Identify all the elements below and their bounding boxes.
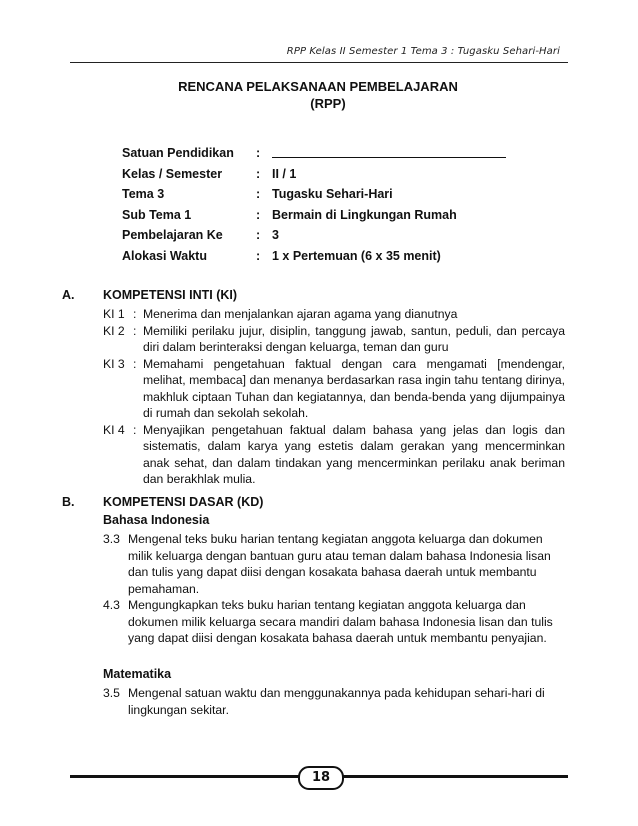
identity-row-pembelajaran xyxy=(122,228,506,249)
identity-value: 3 xyxy=(272,228,279,243)
kd-list-bahasa xyxy=(103,531,563,647)
identity-row-kelas xyxy=(122,167,506,188)
section-b-heading xyxy=(62,495,562,509)
ki-list xyxy=(103,306,565,488)
section-letter: A. xyxy=(62,288,75,302)
identity-row-subtema xyxy=(122,208,506,229)
ki-colon: : xyxy=(133,323,137,338)
identity-label: Kelas / Semester xyxy=(122,166,223,181)
section-title: KOMPETENSI INTI (KI) xyxy=(103,288,238,302)
ki-number: KI 2 xyxy=(103,323,125,338)
identity-label: Pembelajaran Ke xyxy=(122,228,223,243)
identity-colon: : xyxy=(256,146,261,160)
running-header: RPP Kelas II Semester 1 Tema 3 : Tugasku Sehari-Hari xyxy=(286,46,560,57)
title-line-1: RENCANA PELAKSANAAN PEMBELAJARAN xyxy=(178,79,458,94)
section-letter: B. xyxy=(62,495,75,509)
header-rule xyxy=(70,62,568,63)
ki-number: KI 4 xyxy=(103,422,125,437)
ki-colon: : xyxy=(133,307,137,321)
ki-colon: : xyxy=(133,422,137,437)
list-item xyxy=(103,531,563,597)
identity-label: Sub Tema 1 xyxy=(122,207,192,222)
list-item xyxy=(103,306,565,323)
subject-heading-bahasa: Bahasa Indonesia xyxy=(103,513,210,527)
kd-text: Mengenal satuan waktu dan menggunakannya pada kehidupan sehari-hari di lingkungan sekitar. xyxy=(128,686,545,717)
identity-row-alokasi xyxy=(122,249,506,270)
list-item xyxy=(103,422,565,488)
document-title xyxy=(0,78,638,112)
ki-number: KI 1 xyxy=(103,307,125,321)
kd-number: 4.3 xyxy=(103,598,120,612)
ki-text: Menyajikan pengetahuan faktual dalam bahasa yang jelas dan logis dan sistematis, dalam karya yang estetis dalam gerakan yang mencerminkan anak sehat, dan dalam tindakan yang mencerminkan perilaku anak beriman dan berakhlak mulia. xyxy=(143,422,565,486)
page-number: 18 xyxy=(298,766,344,790)
identity-value: 1 x Pertemuan (6 x 35 menit) xyxy=(272,248,441,263)
ki-text: Menerima dan menjalankan ajaran agama yang dianutnya xyxy=(143,307,458,321)
identity-label: Satuan Pendidikan xyxy=(122,146,234,160)
identity-row-satuan xyxy=(122,146,506,167)
list-item xyxy=(103,356,565,422)
ki-number: KI 3 xyxy=(103,356,125,371)
kd-text: Mengungkapkan teks buku harian tentang kegiatan anggota keluarga dan dokumen milik keluarga secara mandiri dalam bahasa Indonesia lisan dan tulis yang dapat diisi dengan kosakata bahasa daerah untuk membantu penyajian. xyxy=(128,598,553,645)
identity-colon: : xyxy=(256,207,261,222)
identity-block xyxy=(122,146,506,270)
identity-label: Tema 3 xyxy=(122,187,165,202)
identity-row-tema xyxy=(122,187,506,208)
identity-value-blank xyxy=(272,146,506,167)
list-item xyxy=(103,685,563,718)
subject-heading-matematika: Matematika xyxy=(103,667,172,681)
blank-line xyxy=(272,146,506,158)
ki-text: Memahami pengetahuan faktual dengan cara mengamati [mendengar, melihat, membaca] dan menanya berdasarkan rasa ingin tahu tentang dirinya, makhluk ciptaan Tuhan dan kegiatannya, dan benda-benda yang dijumpainya di rumah dan sekolah sekolah. xyxy=(143,356,565,420)
kd-text: Mengenal teks buku harian tentang kegiatan anggota keluarga dan dokumen milik keluarga dengan bantuan guru atau teman dalam bahasa Indonesia lisan dan tulis yang dapat diisi dengan kosakata bahasa daerah untuk membantu pemahaman. xyxy=(128,532,551,596)
kd-number: 3.3 xyxy=(103,532,120,546)
identity-label: Alokasi Waktu xyxy=(122,248,207,263)
identity-value: Tugasku Sehari-Hari xyxy=(272,187,393,202)
ki-colon: : xyxy=(133,356,137,371)
list-item xyxy=(103,323,565,356)
identity-colon: : xyxy=(256,166,261,181)
title-line-2: (RPP) xyxy=(310,96,346,111)
identity-colon: : xyxy=(256,228,261,243)
identity-colon: : xyxy=(256,187,261,202)
identity-colon: : xyxy=(256,248,261,263)
ki-text: Memiliki perilaku jujur, disiplin, tanggung jawab, santun, peduli, dan percaya diri dalam berinteraksi dengan keluarga, teman dan guru xyxy=(143,323,565,354)
list-item xyxy=(103,597,563,647)
section-a-heading xyxy=(62,288,562,302)
kd-number: 3.5 xyxy=(103,686,120,700)
identity-value: II / 1 xyxy=(272,166,297,181)
kd-list-matematika xyxy=(103,685,563,718)
section-title: KOMPETENSI DASAR (KD) xyxy=(103,495,264,509)
identity-value: Bermain di Lingkungan Rumah xyxy=(272,207,457,222)
